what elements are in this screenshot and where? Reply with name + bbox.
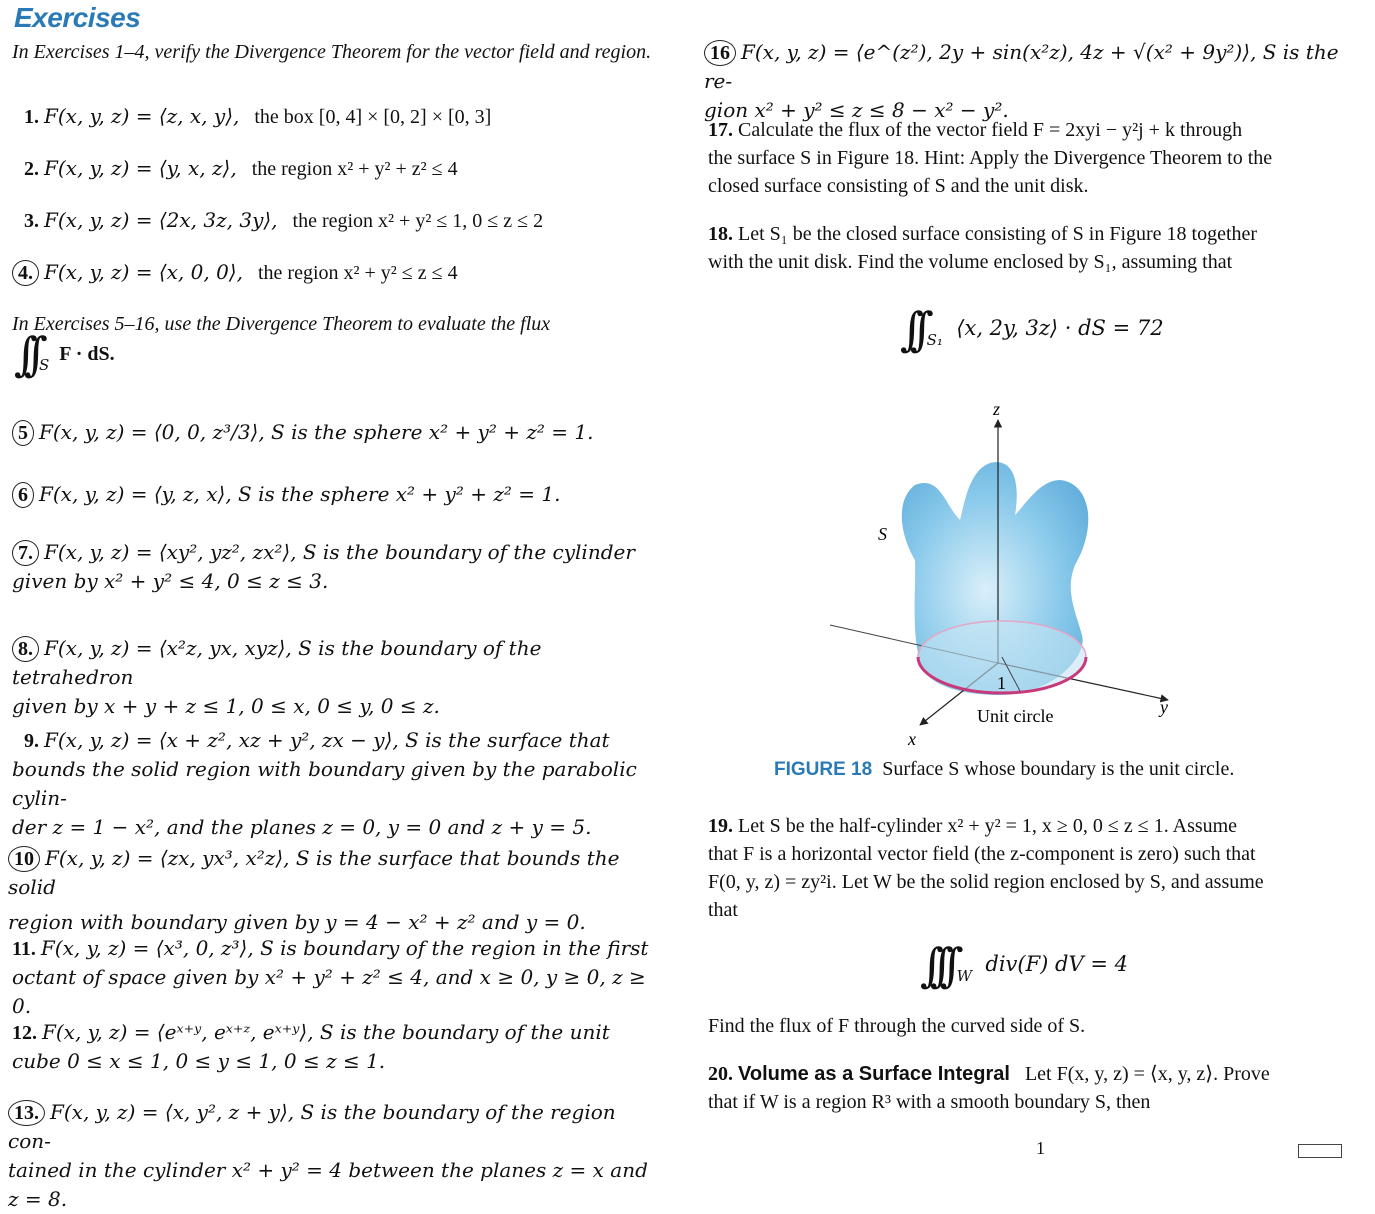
figure-caption-label: FIGURE 18 <box>774 759 873 780</box>
exercise-12: 12. F(x, y, z) = ⟨eˣ⁺ʸ, eˣ⁺ᶻ, eˣ⁺ʸ⟩, S is the boundary of the unit cube 0 ≤ x ≤ 1, 0 ≤ y ≤ 1, 0 ≤ z ≤ 1. <box>12 1020 610 1073</box>
exercise-4-number-circled: 4. <box>12 260 39 286</box>
intro-exercises-5-16: In Exercises 5–16, use the Divergence Theorem to evaluate the flux <box>12 313 551 335</box>
exercise-8-number-circled: 8. <box>12 636 39 662</box>
flux-integral: ∫∫ $_S$ F · dS. <box>14 327 115 381</box>
exercise-10: 10 F(x, y, z) = ⟨zx, yx³, x²z⟩, S is the surface that bounds the solid region with boundary given by y = 4 − x² + z² and y = 0. <box>8 846 620 934</box>
exercise-2-region: the region x² + y² + z² ≤ 4 <box>251 158 458 180</box>
label-x: x <box>908 729 916 749</box>
exercise-9: 9. F(x, y, z) = ⟨x + z², xz + y², zx − y⟩, S is the surface that bounds the solid region with boundary given by the parabolic cylin- der z = 1 − x², and the planes z = 0, y = 0 and z + y = 5. <box>12 728 637 839</box>
exercise-10-number-circled: 10 <box>8 846 40 872</box>
exercise-17: 17. Calculate the flux of the vector field F = 2xyi − y²j + k through the surface S in Figure 18. Hint: Apply the Divergence Theorem to the closed surface consisting of S and the unit disk. <box>708 119 1273 197</box>
exercise-2-field: F(x, y, z) = ⟨y, x, z⟩, <box>44 156 237 180</box>
exercise-1: 1. F(x, y, z) = ⟨z, x, y⟩, the box [0, 4] × [0, 2] × [0, 3] <box>24 104 492 128</box>
label-unit-circle: Unit circle <box>977 706 1054 726</box>
exercise-3: 3. F(x, y, z) = ⟨2x, 3z, 3y⟩, the region x² + y² ≤ 1, 0 ≤ z ≤ 2 <box>24 208 544 232</box>
exercise-4-region: the region x² + y² ≤ z ≤ 4 <box>257 262 458 284</box>
exercise-8: 8. F(x, y, z) = ⟨x²z, yx, xyz⟩, S is the boundary of the tetrahedron given by x + y + z ≤ 1, 0 ≤ x, 0 ≤ y, 0 ≤ z. <box>12 636 542 718</box>
exercise-13-number-circled: 13. <box>8 1100 45 1126</box>
exercise-3-region: the region x² + y² ≤ 1, 0 ≤ z ≤ 2 <box>292 210 544 232</box>
intro-exercises-1-4: In Exercises 1–4, verify the Divergence Theorem for the vector field and region. <box>12 41 652 63</box>
label-z: z <box>993 399 1001 419</box>
exercise-1-region: the box [0, 4] × [0, 2] × [0, 3] <box>254 106 492 128</box>
exercise-16: 16 F(x, y, z) = ⟨e^(z²), 2y + sin(x²z), 4z + √(x² + 9y²)⟩, S is the re- gion x² + y² ≤ z ≤ 8 − x² − y². <box>704 40 1339 122</box>
exercise-19-question: Find the flux of F through the curved side of S. <box>708 1015 1086 1037</box>
exercise-6: 6 F(x, y, z) = ⟨y, z, x⟩, S is the sphere x² + y² + z² = 1. <box>12 480 652 509</box>
double-integral-symbol: ∫∫ <box>14 327 34 381</box>
label-1: 1 <box>997 673 1006 693</box>
exercise-5-number-circled: 5 <box>12 420 34 446</box>
figure-18 <box>820 395 1200 755</box>
double-integral-symbol: ∫∫ <box>900 302 920 356</box>
exercise-7: 7. F(x, y, z) = ⟨xy², yz², zx²⟩, S is the boundary of the cylinder given by x² + y² ≤ 4, 0 ≤ z ≤ 3. <box>12 540 635 593</box>
exercise-5: 5 F(x, y, z) = ⟨0, 0, z³/3⟩, S is the sphere x² + y² + z² = 1. <box>12 418 652 447</box>
figure-caption-text: Surface S whose boundary is the unit circle. <box>882 758 1235 780</box>
exercise-4-field: F(x, y, z) = ⟨x, 0, 0⟩, <box>44 260 243 284</box>
answer-box-icon <box>1298 1144 1342 1158</box>
figure-caption <box>774 758 1234 781</box>
exercise-19: 19. Let S be the half-cylinder x² + y² = 1, x ≥ 0, 0 ≤ z ≤ 1. Assume that F is a horizontal vector field (the z-component is zero) such that F(0, y, z) = zy²i. Let W be the solid region enclosed by S, and assume that <box>708 815 1264 921</box>
exercise-20-title: Volume as a Surface Integral <box>738 1063 1010 1085</box>
exercise-16-number-circled: 16 <box>704 40 736 66</box>
exercise-7-number-circled: 7. <box>12 540 39 566</box>
exercise-11: 11. F(x, y, z) = ⟨x³, 0, z³⟩, S is boundary of the region in the first octant of space given by x² + y² + z² ≤ 4, and x ≥ 0, y ≥ 0, z ≥ 0. <box>12 936 649 1018</box>
label-s: S <box>878 524 887 544</box>
exercise-4 <box>12 258 652 287</box>
equation-20-partial: 1 <box>1036 1138 1045 1158</box>
equation-19: ∫∫∫ $_W$ div(F) dV = 4 <box>920 938 1128 992</box>
exercise-1-field: F(x, y, z) = ⟨z, x, y⟩, <box>44 104 240 128</box>
exercise-20: 20. Volume as a Surface Integral Let F(x, y, z) = ⟨x, y, z⟩. Prove that if W is a region R³ with a smooth boundary S, then <box>708 1063 1270 1113</box>
equation-18: ∫∫ $_{S_1}$ ⟨x, 2y, 3z⟩ · dS = 72 <box>900 302 1164 356</box>
section-heading: Exercises <box>14 2 141 33</box>
exercise-2: 2. F(x, y, z) = ⟨y, x, z⟩, the region x² + y² + z² ≤ 4 <box>24 156 458 180</box>
exercise-6-number-circled: 6 <box>12 482 34 508</box>
label-y: y <box>1160 697 1168 717</box>
triple-integral-symbol: ∫∫∫ <box>920 938 950 992</box>
exercise-18: 18. Let S₁ be the closed surface consisting of S in Figure 18 together with the unit disk. Find the volume enclosed by S₁, assuming that <box>708 223 1258 273</box>
exercise-3-field: F(x, y, z) = ⟨2x, 3z, 3y⟩, <box>44 208 278 232</box>
exercise-13: 13. F(x, y, z) = ⟨x, y², z + y⟩, S is the boundary of the region con- tained in the cylinder x² + y² = 4 between the planes z = x and z = 8. <box>8 1100 648 1211</box>
